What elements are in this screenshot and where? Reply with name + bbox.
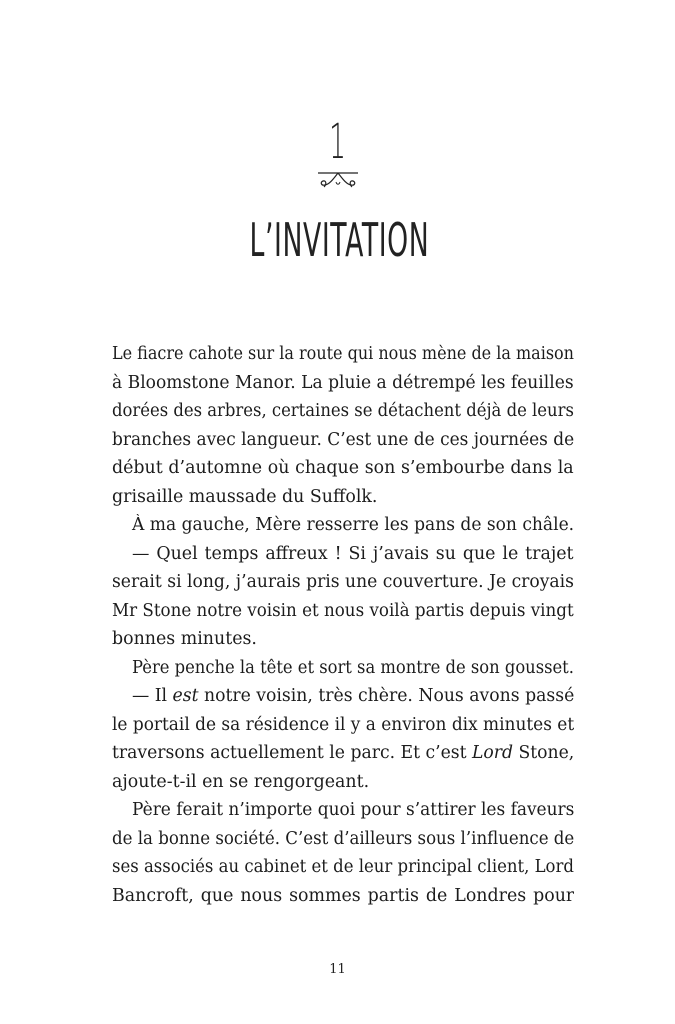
paragraph-5 (112, 682, 574, 796)
text-line: dorées des arbres, certaines se détachent déjà de leurs (112, 401, 574, 421)
page-number: 11 (329, 962, 346, 977)
fleuron-ornament-icon (316, 170, 360, 192)
text-line: ajoute-t-il en se rengorgeant. (112, 771, 370, 792)
chapter-number: 1 (329, 114, 346, 170)
chapter-body (112, 340, 574, 910)
text-line: le portail de sa résidence il y a environ dix minutes et (112, 714, 574, 735)
text-run: notre voisin, très chère. Nous avons passé (198, 686, 574, 706)
paragraph-1 (112, 340, 574, 511)
text-line: Mr Stone notre voisin et nous voilà partis depuis vingt (112, 600, 574, 621)
text-line: À ma gauche, Mère resserre les pans de son châle. (132, 515, 574, 535)
paragraph-6 (112, 796, 574, 910)
text-run: Stone, (512, 743, 574, 763)
emphasis-text: Lord (471, 743, 513, 763)
paragraph-2 (112, 511, 574, 540)
text-line: serait si long, j’aurais pris une couverture. Je croyais (112, 572, 574, 592)
text-line: Père ferait n’importe quoi pour s’attirer les faveurs (132, 800, 574, 820)
paragraph-4 (112, 654, 574, 683)
text-line: Bancroft, que nous sommes partis de Londres pour (112, 885, 574, 906)
paragraph-3 (112, 540, 574, 654)
text-line: bonnes minutes. (112, 629, 257, 649)
text-line: grisaille maussade du Suffolk. (112, 486, 378, 507)
emphasis-text: est (172, 686, 199, 706)
text-line: ses associés au cabinet et de leur principal client, Lord (112, 857, 574, 877)
text-run: traversons actuellement le parc. Et c’est (112, 743, 472, 763)
text-line: Père penche la tête et sort sa montre de son gousset. (132, 657, 574, 678)
text-line (112, 682, 574, 711)
text-line: début d’automne où chaque son s’embourbe dans la (112, 458, 574, 478)
chapter-title: L’INVITATION (249, 213, 430, 267)
text-line: à Bloomstone Manor. La pluie a détrempé les feuilles (112, 372, 574, 393)
text-line: de la bonne société. C’est d’ailleurs sous l’influence de (112, 828, 574, 849)
text-line: branches avec langueur. C’est une de ces journées de (112, 429, 574, 450)
text-line: — Quel temps affreux ! Si j’avais su que le trajet (132, 543, 574, 564)
text-line: Le fiacre cahote sur la route qui nous mène de la maison (112, 344, 574, 364)
text-run: — Il (132, 686, 173, 706)
text-line (112, 739, 574, 768)
